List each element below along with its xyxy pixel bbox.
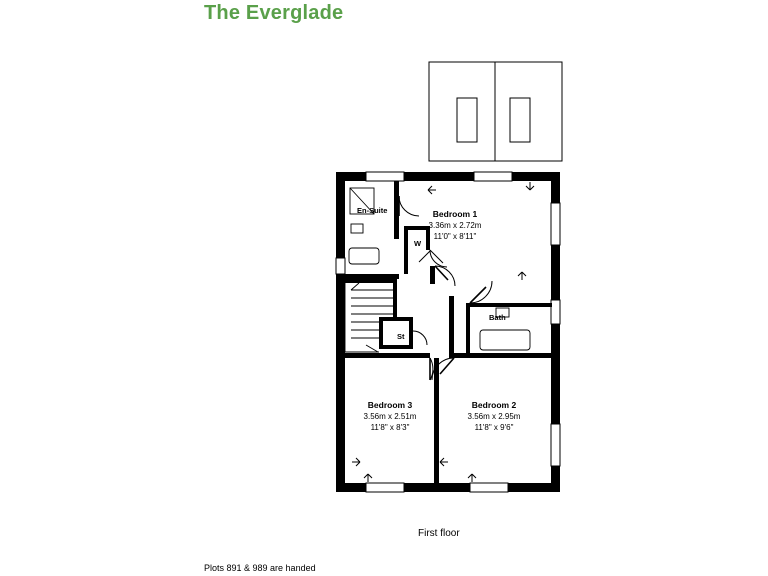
room-label-store: St bbox=[397, 332, 405, 341]
room-name: Bedroom 2 bbox=[471, 400, 517, 410]
floor-label: First floor bbox=[418, 528, 460, 539]
room-name: Bedroom 3 bbox=[367, 400, 413, 410]
room-imperial: 11'8" x 9'6" bbox=[474, 423, 514, 432]
page-title: The Everglade bbox=[204, 2, 344, 24]
room-metric: 3.56m x 2.95m bbox=[467, 412, 521, 421]
room-imperial: 11'0" x 8'11" bbox=[433, 232, 477, 241]
room-name: Bedroom 1 bbox=[432, 209, 478, 219]
room-label-bath: Bath bbox=[489, 313, 506, 322]
room-label-bedroom-3 bbox=[364, 400, 417, 433]
footnote-text: Plots 891 & 989 are handed bbox=[204, 563, 316, 573]
room-imperial: 11'8" x 8'3" bbox=[370, 423, 410, 432]
room-metric: 3.56m x 2.51m bbox=[363, 412, 417, 421]
room-label-wardrobe: W bbox=[414, 239, 422, 248]
room-metric: 3.36m x 2.72m bbox=[428, 221, 482, 230]
room-label-bedroom-1 bbox=[429, 209, 482, 242]
room-label-en-suite: En-Suite bbox=[357, 206, 388, 215]
room-label-bedroom-2 bbox=[468, 400, 521, 433]
bay-outline bbox=[429, 62, 562, 161]
